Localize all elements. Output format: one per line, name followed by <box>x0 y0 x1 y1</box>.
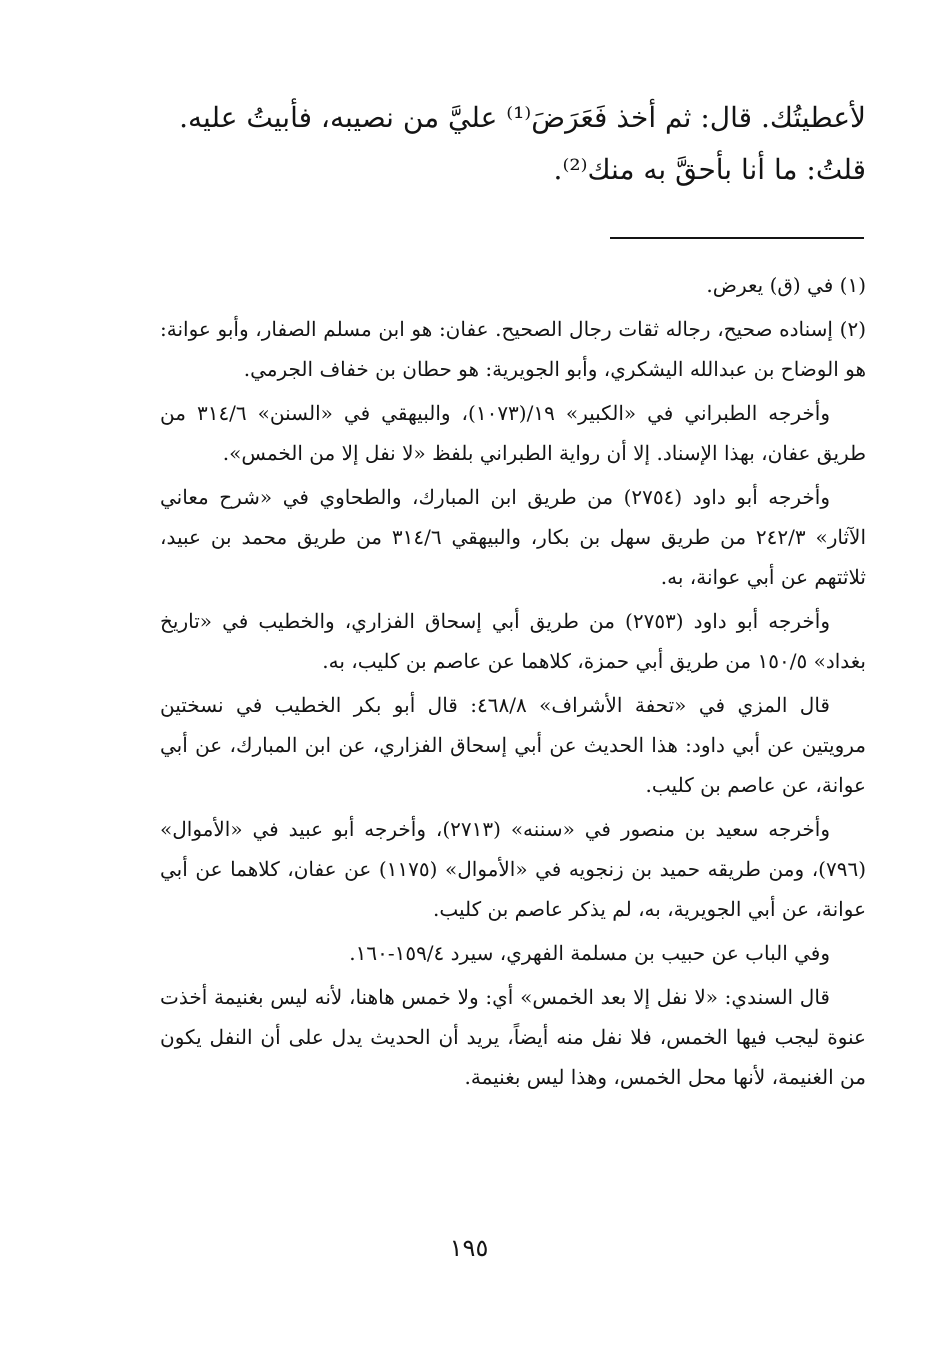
footnote-paragraph: قال السندي: «لا نفل إلا بعد الخمس» أي: ولا خمس هاهنا، لأنه ليس بغنيمة أخذت عنوة ليجب فيها الخمس، فلا نفل منه أيضاً، يريد أن الحديث يدل على أن النفل يكون من الغنيمة، لأنها محل الخمس، وهذا ليس بغنيمة. <box>160 985 866 1089</box>
footnote-paragraph: وأخرجه الطبراني في «الكبير» ١٩/(١٠٧٣)، والبيهقي في «السنن» ٣١٤/٦ من طريق عفان، بهذا الإسناد. إلا أن رواية الطبراني بلفظ «لا نفل إلا من الخمس». <box>160 401 866 465</box>
page-number: ١٩٥ <box>449 1234 489 1262</box>
main-text-line-1: لأعطيتُك. قال: ثم أخذ فَعَرَضَ⁽¹⁾ عليَّ من نصيبه، فأبيتُ عليه. <box>179 101 866 134</box>
footnote-1: (١) في (ق) يعرض. <box>706 273 866 297</box>
footnote-paragraph: قال المزي في «تحفة الأشراف» ٤٦٨/٨: قال أبو بكر الخطيب في نسختين مرويتين عن أبي داود: هذا الحديث عن أبي إسحاق الفزاري، عن ابن المبارك، عن أبي عوانة، عن عاصم بن كليب. <box>160 693 866 797</box>
footnotes <box>160 265 866 1101</box>
footnote-paragraph: وأخرجه أبو داود (٢٧٥٤) من طريق ابن المبارك، والطحاوي في «شرح معاني الآثار» ٢٤٢/٣ من طريق سهل بن بكار، والبيهقي ٣١٤/٦ من طريق محمد بن عبيد، ثلاثتهم عن أبي عوانة، به. <box>160 485 867 589</box>
footnote-separator <box>610 237 864 239</box>
footnote-2: (٢) إسناده صحيح، رجاله ثقات رجال الصحيح. عفان: هو ابن مسلم الصفار، وأبو عوانة: هو الوضاح بن عبدالله اليشكري، وأبو الجويرية: هو حطان بن خفاف الجرمي. <box>160 317 866 381</box>
footnote-paragraph: وأخرجه سعيد بن منصور في «سننه» (٢٧١٣)، وأخرجه أبو عبيد في «الأموال» (٧٩٦)، ومن طريقه حميد بن زنجويه في «الأموال» (١١٧٥) عن عفان، كلاهما عن أبي عوانة، عن أبي الجويرية، به، لم يذكر عاصم بن كليب. <box>160 817 866 921</box>
main-text-line-2: قلتُ: ما أنا بأحقَّ به منك⁽²⁾. <box>553 153 866 186</box>
main-text <box>160 92 866 196</box>
footnote-paragraph: وأخرجه أبو داود (٢٧٥٣) من طريق أبي إسحاق الفزاري، والخطيب في «تاريخ بغداد» ١٥٠/٥ من طريق أبي حمزة، كلاهما عن عاصم بن كليب، به. <box>160 609 866 673</box>
footnote-paragraph: وفي الباب عن حبيب بن مسلمة الفهري، سيرد ١٥٩/٤-١٦٠. <box>349 941 830 965</box>
